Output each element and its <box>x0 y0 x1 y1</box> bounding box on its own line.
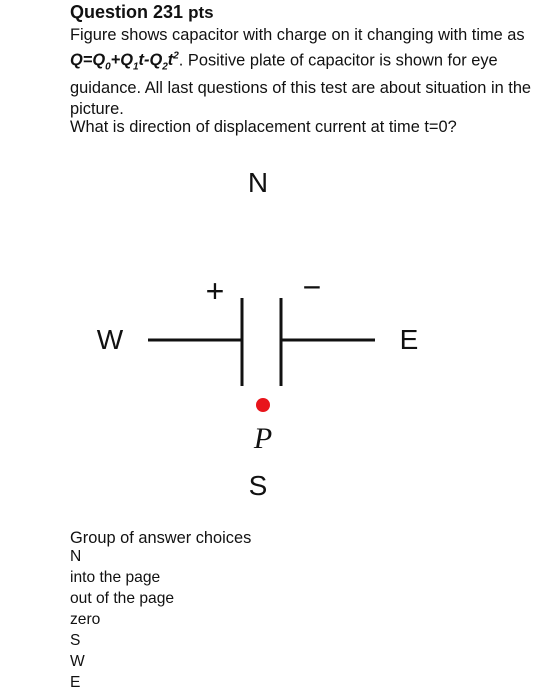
answer-choice[interactable]: W <box>70 653 85 670</box>
plus-sign: + <box>205 273 225 309</box>
formula-part: +Q <box>110 51 133 70</box>
answer-choices-heading: Group of answer choices <box>70 529 252 547</box>
north-label: N <box>247 167 269 198</box>
question-text-before: Figure shows capacitor with charge on it changing with time as <box>70 26 525 44</box>
formula-sub-0: 0 <box>105 61 111 73</box>
formula-part: Q=Q <box>70 51 106 70</box>
question-title: Question 231 <box>70 2 184 22</box>
answer-choice[interactable]: out of the page <box>70 590 175 607</box>
question-ask: What is direction of displacement current at time t=0? <box>70 118 457 136</box>
west-label: W <box>96 324 124 355</box>
east-label: E <box>399 324 419 355</box>
point-p-dot <box>256 398 270 412</box>
formula-part: t <box>167 51 174 70</box>
formula-sub-1: 1 <box>132 61 139 73</box>
answer-choice[interactable]: S <box>70 632 81 649</box>
answer-choice[interactable]: zero <box>70 611 101 628</box>
formula-exponent: 2 <box>173 51 179 62</box>
formula-part: t-Q <box>138 51 163 70</box>
question-text-after: . Positive plate of capacitor is shown for eye guidance. All last questions of this test are about situation in the picture. <box>70 51 532 118</box>
answer-choice[interactable]: N <box>70 548 82 565</box>
south-label: S <box>248 470 268 501</box>
minus-sign: − <box>302 269 322 305</box>
answer-choice[interactable]: into the page <box>70 569 161 586</box>
formula-sub-2: 2 <box>162 61 168 73</box>
answer-choice[interactable]: E <box>70 674 81 691</box>
point-p-label: P <box>253 422 273 455</box>
question-points: pts <box>188 3 214 22</box>
